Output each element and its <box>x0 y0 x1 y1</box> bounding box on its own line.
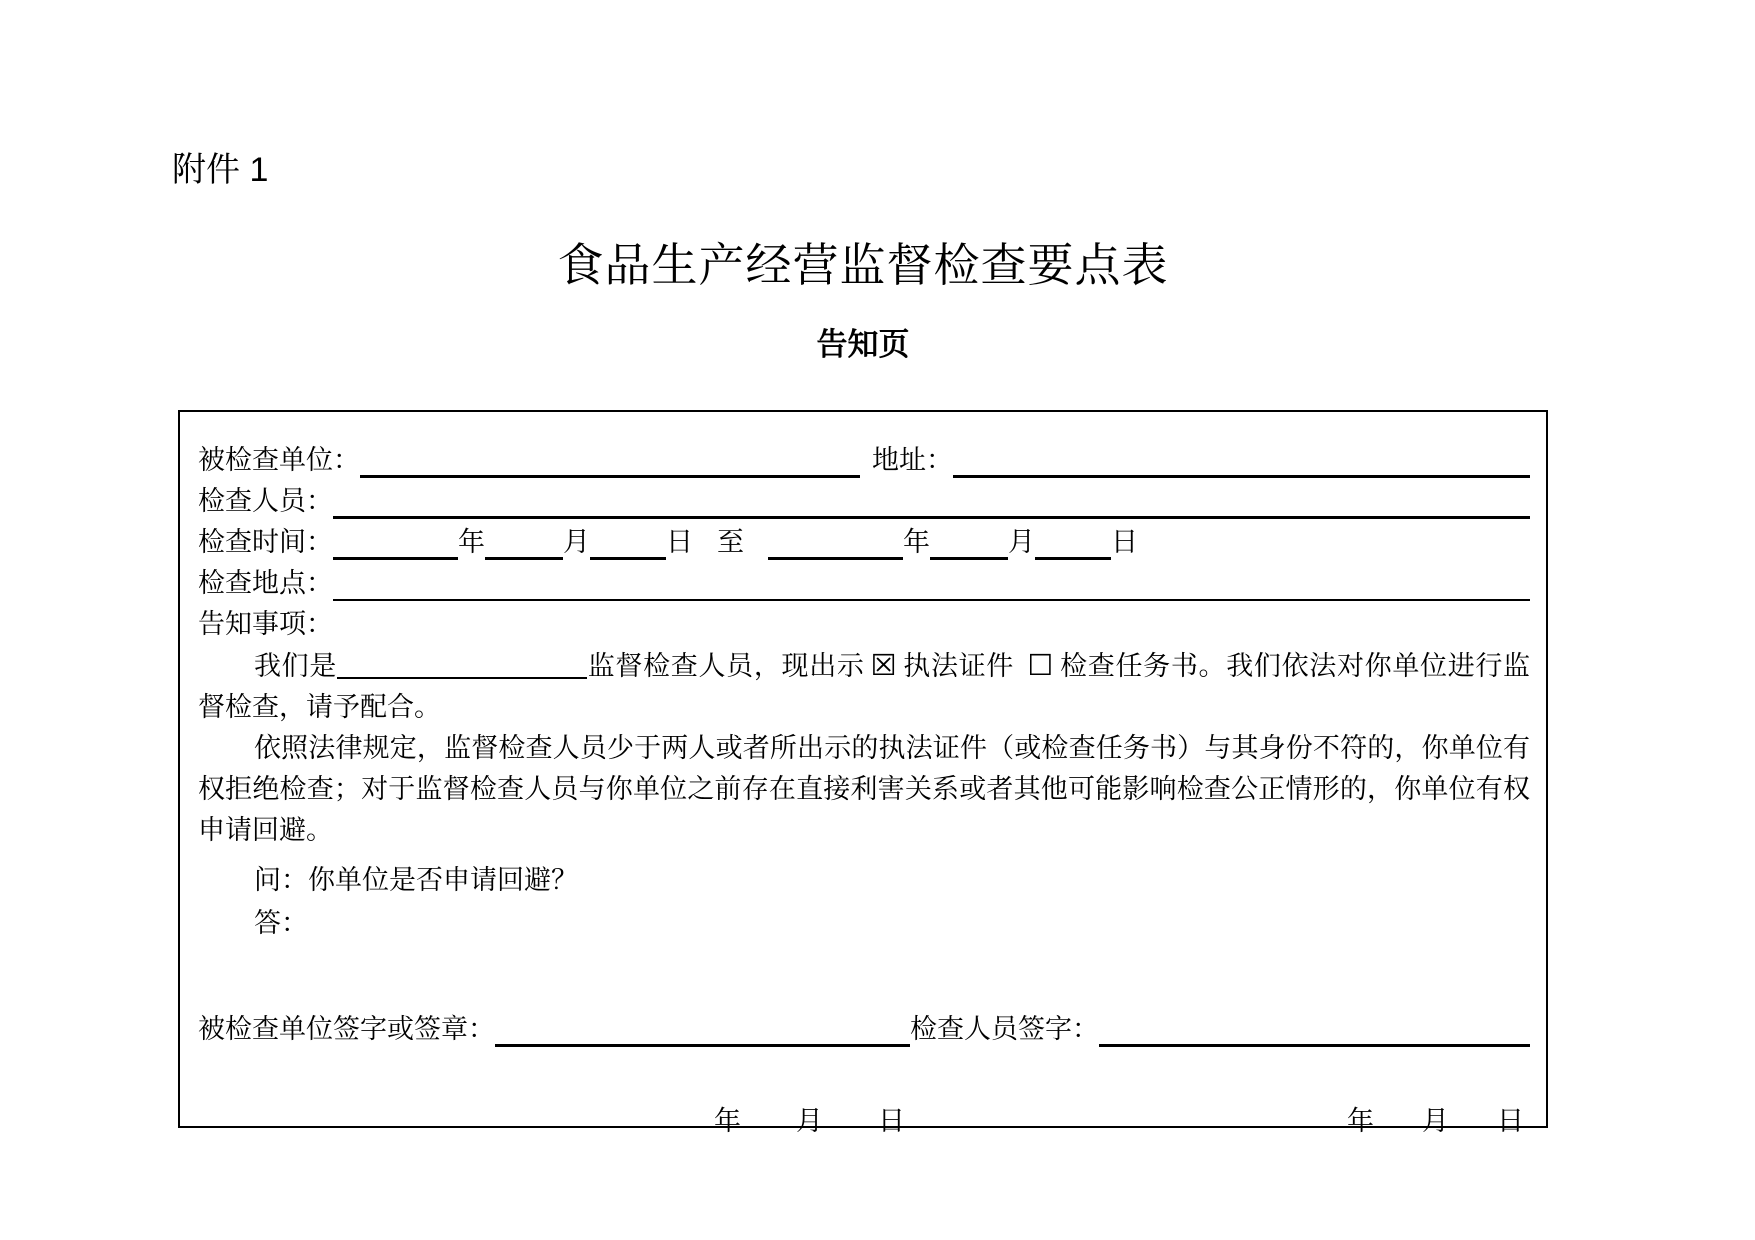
inspectors-blank[interactable] <box>333 482 1530 519</box>
unchecked-checkbox-icon[interactable]: ☐ <box>1027 648 1054 682</box>
inspecting-authority-blank[interactable] <box>337 653 587 679</box>
attachment-label: 附件 1 <box>172 151 269 189</box>
inspector-signature-label: 检查人员签字： <box>910 1014 1099 1044</box>
inspector-signature-blank[interactable] <box>1099 1010 1530 1047</box>
start-month-unit: 月 <box>563 527 590 557</box>
start-month-blank[interactable] <box>485 523 563 560</box>
unit-signature-label: 被检查单位签字或签章： <box>198 1014 495 1044</box>
para1-suffix: 。我们依法对你单位进行监督检查，请予配合。 <box>198 651 1531 722</box>
inspectors-label: 检查人员： <box>198 486 333 516</box>
inspectors-row <box>198 481 1530 522</box>
signature-row <box>198 1008 1530 1050</box>
start-day-unit: 日 <box>666 527 693 557</box>
start-day-blank[interactable] <box>590 523 666 560</box>
para1-prefix: 我们是 <box>254 651 338 681</box>
inspection-place-blank[interactable] <box>333 565 1530 601</box>
page-title: 食品生产经营监督检查要点表 <box>557 238 1169 292</box>
avoidance-answer-label: 答： <box>254 908 308 938</box>
end-year-blank[interactable] <box>768 523 903 560</box>
inspected-unit-row <box>198 440 1530 481</box>
inspection-place-row <box>198 563 1530 604</box>
unit-date-month: 月 <box>796 1106 823 1136</box>
inspector-date-day: 日 <box>1497 1106 1524 1136</box>
end-day-blank[interactable] <box>1035 523 1111 560</box>
to-label: 至 <box>717 527 744 557</box>
notice-items-label: 告知事项： <box>198 609 333 639</box>
para1-mid: 监督检查人员，现出示 <box>587 651 865 681</box>
address-blank[interactable] <box>953 441 1530 478</box>
inspected-unit-blank[interactable] <box>360 441 860 478</box>
unit-date-group <box>714 1106 905 1136</box>
inspected-unit-label: 被检查单位： <box>198 445 360 475</box>
end-month-unit: 月 <box>1008 527 1035 557</box>
page-subtitle: 告知页 <box>816 327 910 363</box>
inspection-place-label: 检查地点： <box>198 568 333 598</box>
unit-signature-blank[interactable] <box>495 1010 910 1047</box>
inspector-date-month: 月 <box>1422 1106 1449 1136</box>
inspection-task-document-label: 检查任务书 <box>1059 651 1199 681</box>
end-month-blank[interactable] <box>930 523 1008 560</box>
date-signature-row <box>198 1106 1530 1136</box>
unit-date-day: 日 <box>878 1106 905 1136</box>
end-year-unit: 年 <box>903 527 930 557</box>
inspection-time-row <box>198 522 1530 563</box>
unit-date-year: 年 <box>714 1106 741 1136</box>
inspector-date-year: 年 <box>1347 1106 1374 1136</box>
notice-items-row <box>198 604 1530 645</box>
law-enforcement-certificate-label: 执法证件 <box>902 651 1014 681</box>
end-day-unit: 日 <box>1111 527 1138 557</box>
checked-checkbox-icon[interactable]: ☒ <box>870 648 897 682</box>
notice-paragraph-1 <box>198 645 1530 728</box>
notice-paragraph-2: 依照法律规定，监督检查人员少于两人或者所出示的执法证件（或检查任务书）与其身份不符的，你单位有权拒绝检查；对于监督检查人员与你单位之前存在直接利害关系或者其他可能影响检查公正情形的，你单位有权申请回避。 <box>198 733 1530 845</box>
inspector-date-group <box>1347 1106 1530 1136</box>
avoidance-question: 问：你单位是否申请回避？ <box>254 865 578 895</box>
form-box <box>178 410 1548 1136</box>
start-year-blank[interactable] <box>333 523 458 560</box>
inspection-time-label: 检查时间： <box>198 527 333 557</box>
start-year-unit: 年 <box>458 527 485 557</box>
address-label: 地址： <box>872 445 953 475</box>
